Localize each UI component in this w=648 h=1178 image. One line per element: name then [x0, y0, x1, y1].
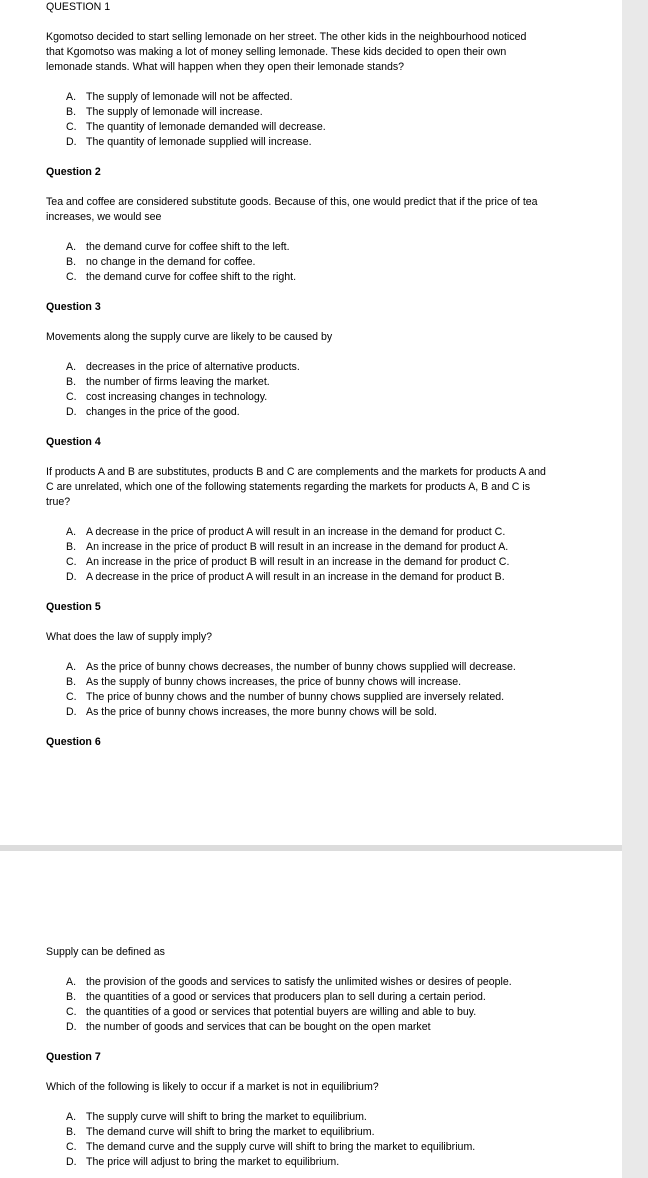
option-a	[66, 360, 546, 375]
question-1	[46, 30, 546, 150]
option-text: The quantity of lemonade supplied will increase.	[86, 136, 312, 148]
option-text: cost increasing changes in technology.	[86, 391, 268, 403]
question-stem: Movements along the supply curve are likely to be caused by	[46, 331, 333, 343]
option-a	[66, 975, 546, 990]
question-1-heading: QUESTION 1	[46, 1, 111, 13]
option-c	[66, 690, 546, 705]
option-b	[66, 540, 546, 555]
option-letter: C.	[66, 556, 77, 568]
option-b	[66, 105, 546, 120]
options-list	[46, 525, 546, 585]
option-letter: A.	[66, 976, 77, 988]
question-2	[46, 165, 546, 285]
option-letter: B.	[66, 676, 77, 688]
document-page-2	[0, 851, 622, 1178]
option-a	[66, 660, 546, 675]
option-letter: D.	[66, 571, 77, 583]
option-c	[66, 555, 546, 570]
question-title: Question 7	[46, 1051, 101, 1063]
page-2-content	[46, 945, 546, 1178]
option-letter: D.	[66, 406, 77, 418]
option-letter: B.	[66, 991, 77, 1003]
option-d	[66, 1020, 546, 1035]
option-letter: C.	[66, 1141, 77, 1153]
option-text: the number of firms leaving the market.	[86, 376, 270, 388]
option-text: decreases in the price of alternative products.	[86, 361, 300, 373]
options-list	[46, 360, 546, 420]
option-letter: D.	[66, 136, 77, 148]
question-title: Question 5	[46, 601, 101, 613]
option-letter: A.	[66, 1111, 77, 1123]
option-text: The price of bunny chows and the number of bunny chows supplied are inversely related.	[86, 691, 505, 703]
option-text: the quantities of a good or services that potential buyers are willing and able to buy.	[86, 1006, 477, 1018]
option-text: An increase in the price of product B will result in an increase in the demand for product A.	[86, 541, 509, 553]
option-b	[66, 1125, 546, 1140]
option-d	[66, 135, 546, 150]
option-text: the number of goods and services that can be bought on the open market	[86, 1021, 431, 1033]
option-text: The demand curve will shift to bring the market to equilibrium.	[86, 1126, 375, 1138]
question-title: Question 2	[46, 166, 101, 178]
question-stem: Which of the following is likely to occur if a market is not in equilibrium?	[46, 1081, 379, 1093]
option-text: no change in the demand for coffee.	[86, 256, 256, 268]
option-letter: A.	[66, 91, 77, 103]
question-4	[46, 435, 546, 585]
option-text: As the price of bunny chows increases, the more bunny chows will be sold.	[86, 706, 437, 718]
option-b	[66, 255, 546, 270]
option-text: The supply curve will shift to bring the market to equilibrium.	[86, 1111, 367, 1123]
options-list	[46, 90, 546, 150]
option-letter: B.	[66, 106, 77, 118]
question-stem: If products A and B are substitutes, products B and C are complements and the markets for products A and C are unrelated, which one of the following statements regarding the markets for products A, B and C is true?	[46, 466, 546, 508]
option-a	[66, 525, 546, 540]
question-stem: Supply can be defined as	[46, 946, 165, 958]
option-a	[66, 90, 546, 105]
option-letter: C.	[66, 271, 77, 283]
option-letter: D.	[66, 1021, 77, 1033]
question-stem: Kgomotso decided to start selling lemonade on her street. The other kids in the neighbourhood noticed that Kgomotso was making a lot of money selling lemonade. These kids decided to open their own lemonade stands. What will happen when they open their lemonade stands?	[46, 31, 527, 73]
option-letter: D.	[66, 1156, 77, 1168]
option-letter: C.	[66, 691, 77, 703]
option-text: the quantities of a good or services that producers plan to sell during a certain period.	[86, 991, 486, 1003]
option-d	[66, 570, 546, 585]
option-c	[66, 270, 546, 285]
option-letter: C.	[66, 121, 77, 133]
option-d	[66, 1155, 546, 1170]
question-7	[46, 1050, 546, 1170]
options-list	[46, 1110, 546, 1170]
option-text: A decrease in the price of product A will result in an increase in the demand for product C.	[86, 526, 506, 538]
options-list	[46, 240, 546, 285]
question-6-title: Question 6	[46, 736, 101, 748]
question-6	[46, 945, 546, 1035]
option-letter: B.	[66, 541, 77, 553]
option-text: The supply of lemonade will not be affected.	[86, 91, 293, 103]
option-text: the demand curve for coffee shift to the right.	[86, 271, 297, 283]
option-text: As the supply of bunny chows increases, the price of bunny chows will increase.	[86, 676, 462, 688]
option-letter: B.	[66, 376, 77, 388]
question-stem: What does the law of supply imply?	[46, 631, 213, 643]
option-text: As the price of bunny chows decreases, the number of bunny chows supplied will decrease.	[86, 661, 516, 673]
option-letter: A.	[66, 241, 77, 253]
option-b	[66, 990, 546, 1005]
option-a	[66, 1110, 546, 1125]
question-title: Question 3	[46, 301, 101, 313]
option-text: The demand curve and the supply curve will shift to bring the market to equilibrium.	[86, 1141, 476, 1153]
option-letter: D.	[66, 706, 77, 718]
question-5	[46, 600, 546, 720]
option-text: changes in the price of the good.	[86, 406, 240, 418]
option-text: A decrease in the price of product A will result in an increase in the demand for product B.	[86, 571, 505, 583]
option-d	[66, 705, 546, 720]
options-list	[46, 660, 546, 720]
option-letter: A.	[66, 361, 77, 373]
option-b	[66, 375, 546, 390]
option-a	[66, 240, 546, 255]
option-text: An increase in the price of product B will result in an increase in the demand for product C.	[86, 556, 510, 568]
question-3	[46, 300, 546, 420]
option-letter: C.	[66, 1006, 77, 1018]
option-c	[66, 1005, 546, 1020]
option-text: The price will adjust to bring the market to equilibrium.	[86, 1156, 340, 1168]
option-letter: C.	[66, 391, 77, 403]
option-letter: A.	[66, 661, 77, 673]
option-text: The quantity of lemonade demanded will decrease.	[86, 121, 326, 133]
option-d	[66, 405, 546, 420]
option-text: the demand curve for coffee shift to the left.	[86, 241, 290, 253]
options-list	[46, 975, 546, 1035]
question-stem: Tea and coffee are considered substitute goods. Because of this, one would predict that if the price of tea increases, we would see	[46, 196, 538, 223]
option-b	[66, 675, 546, 690]
option-c	[66, 390, 546, 405]
option-text: The supply of lemonade will increase.	[86, 106, 263, 118]
option-text: the provision of the goods and services to satisfy the unlimited wishes or desires of people.	[86, 976, 512, 988]
option-letter: B.	[66, 256, 77, 268]
option-c	[66, 1140, 546, 1155]
option-c	[66, 120, 546, 135]
option-letter: A.	[66, 526, 77, 538]
question-title: Question 4	[46, 436, 101, 448]
page-1-content	[46, 0, 546, 765]
option-letter: B.	[66, 1126, 77, 1138]
